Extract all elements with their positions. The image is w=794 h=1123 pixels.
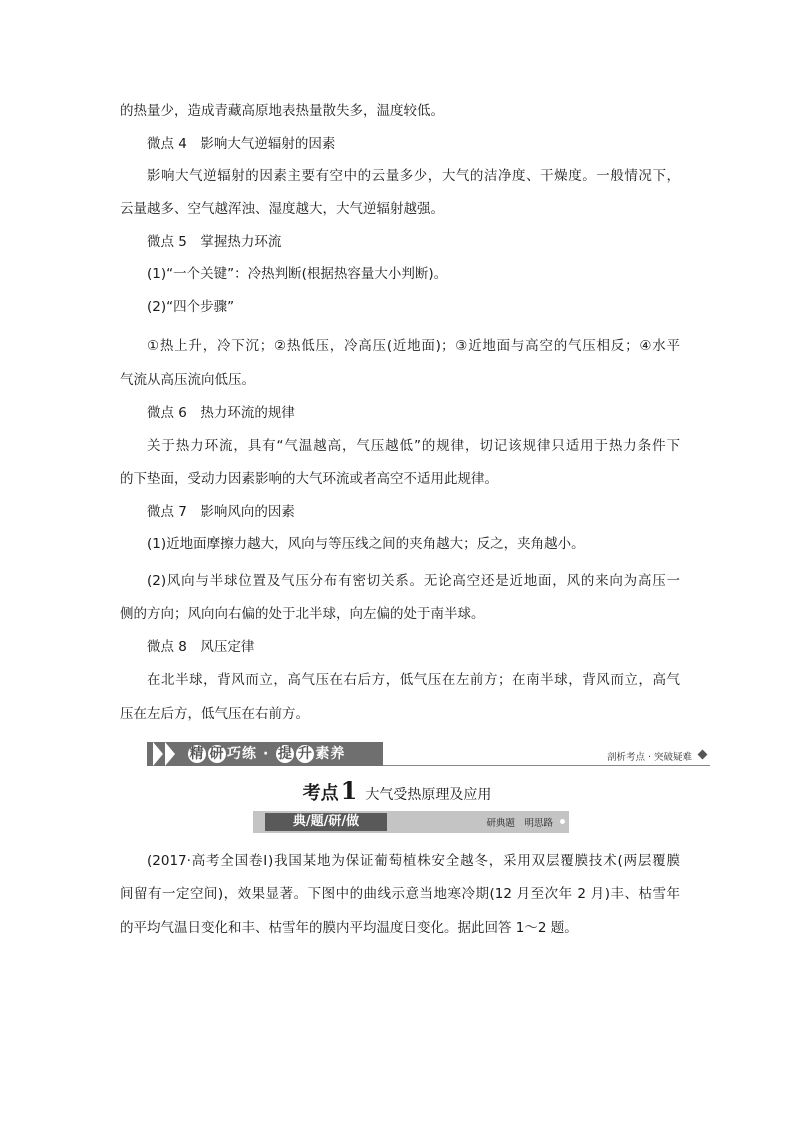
chevron-icon <box>153 742 163 766</box>
question-line: 的平均气温日变化和丰、枯雪年的膜内平均温度日变化。据此回答 1～2 题。 <box>120 920 578 936</box>
body-line: 云量越多、空气越浑浊、湿度越大，大气逆辐射越强。 <box>120 201 444 217</box>
diamond-icon <box>698 750 708 760</box>
body-line: 在北半球，背风而立，高气压在右后方，低气压在左前方；在南半球，背风而立，高气 <box>147 672 680 688</box>
banner-separator: · <box>263 746 270 762</box>
section-heading: 微点 8 风压定律 <box>147 639 255 655</box>
banner-char-circled: 升 <box>297 746 313 762</box>
banner-title <box>187 742 345 766</box>
body-line: 侧的方向；风向向右偏的处于北半球，向左偏的处于南半球。 <box>120 606 485 622</box>
body-line: 的热量少，造成青藏高原地表热量散失多，温度较低。 <box>120 103 444 119</box>
body-line: 影响大气逆辐射的因素主要有空中的云量多少，大气的洁净度、干燥度。一般情况下， <box>147 168 680 184</box>
chevron-icon <box>165 742 175 766</box>
sub-section-subtitle: 研典题 明思路 <box>486 818 553 829</box>
dot-icon <box>560 819 565 824</box>
body-line: 的下垫面，受动力因素影响的大气环流或者高空不适用此规律。 <box>120 471 498 487</box>
kaodian-heading <box>0 776 794 805</box>
body-line: (2)“四个步骤” <box>147 299 235 315</box>
banner-char-circled: 精 <box>189 746 205 762</box>
section-heading: 微点 7 影响风向的因素 <box>147 504 295 520</box>
banner-char-circled: 研 <box>209 746 225 762</box>
banner-text: 素养 <box>315 746 346 762</box>
question-line: 间留有一定空间)，效果显著。下图中的曲线示意当地寒冷期(12 月至次年 2 月)丰、枯雪年 <box>120 886 680 902</box>
body-line: (2)风向与半球位置及气压分布有密切关系。无论高空还是近地面，风的来向为高压一 <box>147 573 680 589</box>
section-heading: 微点 5 掌握热力环流 <box>147 234 282 250</box>
body-line: 气流从高压流向低压。 <box>120 372 255 388</box>
body-line: 关于热力环流，具有“气温越高，气压越低”的规律，切记该规律只适用于热力条件下 <box>147 438 680 454</box>
body-line: (1)近地面摩擦力越大，风向与等压线之间的夹角越大；反之，夹角越小。 <box>147 536 585 552</box>
kaodian-label: 考点 <box>302 783 339 804</box>
section-heading: 微点 4 影响大气逆辐射的因素 <box>147 136 336 152</box>
sub-section-bar <box>253 811 569 833</box>
section-heading: 微点 6 热力环流的规律 <box>147 405 295 421</box>
banner-rule <box>383 765 710 766</box>
body-line: 压在左后方，低气压在右前方。 <box>120 706 309 722</box>
body-line: ①热上升，冷下沉；②热低压，冷高压(近地面)；③近地面与高空的气压相反；④水平 <box>147 338 680 354</box>
sub-section-title: 典/题/研/做 <box>265 813 387 831</box>
question-line: (2017·高考全国卷Ⅰ)我国某地为保证葡萄植株安全越冬，采用双层覆膜技术(两层覆膜 <box>147 853 680 869</box>
kaodian-number: 1 <box>340 776 358 805</box>
body-line: (1)“一个关键”：冷热判断(根据热容量大小判断)。 <box>147 266 448 282</box>
banner-text: 巧练 <box>227 746 257 762</box>
banner-subtitle: 剖析考点 · 突破疑难 <box>606 752 692 763</box>
banner-char-circled: 提 <box>277 746 293 762</box>
kaodian-title: 大气受热原理及应用 <box>365 787 492 803</box>
section-banner <box>147 738 710 774</box>
